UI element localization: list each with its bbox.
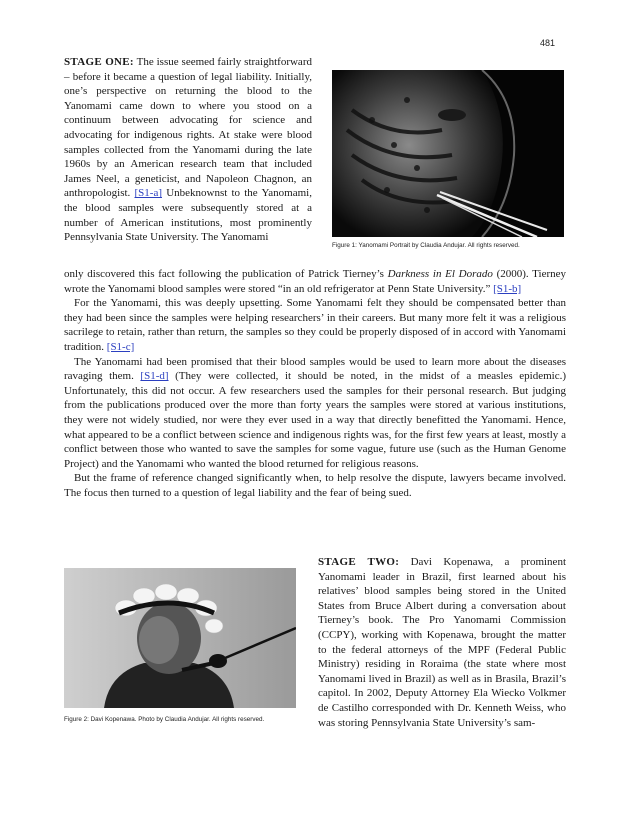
stage-two-heading: STAGE TWO: <box>318 556 400 568</box>
stage-one-body <box>64 267 566 501</box>
stage-two-section <box>318 555 566 730</box>
paragraph-promised-text-2: (They were collected, it should be noted, in the midst of a measles epidemic.) Unfortunately, this did not occur. A few researchers used the samples for their personal research. But judging from the publications produced over the more than forty years the samples were stored at various institutions, they were not widely studied, nor were they ever used in a way that directly benefitted the Yanomami. Hence, what appeared to be a conflict between science and indigenous rights was, for the first few years at least, mostly a conflict between those who wanted to save the samples for some vague, future use (such as the Human Genome Project) and the Yanomami who wanted the blood returned for religious reasons. <box>64 370 566 470</box>
stage-one-continuation <box>64 267 566 296</box>
figure-2-caption: Figure 2: Davi Kopenawa. Photo by Claudia Andujar. All rights reserved. <box>64 716 265 723</box>
figure-1-caption: Figure 1: Yanomami Portrait by Claudia Andujar. All rights reserved. <box>332 242 520 249</box>
stage-one-paragraph <box>64 55 312 245</box>
stage-one-intro-text: The issue seemed fairly straightforward – before it became a question of legal liability. Initially, one’s perspective on returning the blood to the Yanomami came down to where you stood on a continuum between advocating for science and advocating for indigenous rights. At stake were blood samples collected from the Yanomami during the late 1960s by an American research team that included James Neel, a geneticist, and Napoleon Chagnon, an anthropologist. <box>64 56 312 200</box>
citation-link-s1a[interactable]: [S1-a] <box>134 187 162 200</box>
paragraph-promised <box>64 355 566 472</box>
paragraph-promised-text-1: The Yanomami had been promised that their blood samples would be used to learn more about the diseases ravaging them. <box>64 355 566 383</box>
page-number: 481 <box>540 38 556 48</box>
stage-two-paragraph <box>318 555 566 730</box>
paragraph-upsetting-text: For the Yanomami, this was deeply upsetting. Some Yanomami felt they should be compensated better than they had been since the samples were helping researchers’ in their careers. But many more felt it was a religious sacrilege to retain, rather than return, the samples so they could be properly disposed of in accord with Yanomami tradition. <box>64 297 566 353</box>
paragraph-upsetting <box>64 296 566 354</box>
davi-kopenawa-image <box>64 568 296 708</box>
stage-two-text: Davi Kopenawa, a prominent Yanomami leader in Brazil, first learned about his relatives’ blood samples being stored in the United States from Bruce Albert during a conversation about Tierney’s book. The Pro Yanomami Commission (CCPY), working with Kopenawa, brought the matter to the federal attorneys of the MPF (Federal Public Ministry) residing in Roraima (the state where most Yanomami lived in Brazil) as well as in Brasila, Brazil’s capitol. In 2002, Deputy Attorney Ela Wiecko Volkmer de Castilho corresponded with Dr. Kenneth Weiss, who was storing Pennsylvania State University’s sam- <box>318 556 566 729</box>
figure-1-photo <box>332 70 564 237</box>
book-title: Darkness in El Dorado <box>387 268 493 280</box>
stage-one-cont-text: only discovered this fact following the publication of Patrick Tierney’s <box>64 268 388 280</box>
citation-link-s1d[interactable]: [S1-d] <box>140 370 169 383</box>
citation-link-s1b[interactable]: [S1-b] <box>493 282 522 295</box>
stage-one-cont-text-2: (2000). Tierney wrote the Yanomami blood samples were stored “in an old refrigerator at Penn State University.” <box>64 268 567 295</box>
paragraph-frame-of-reference: But the frame of reference changed significantly when, to help resolve the dispute, lawyers became involved. The focus then turned to a question of legal liability and the fear of being sued. <box>64 472 566 499</box>
yanomami-portrait-image <box>332 70 564 237</box>
citation-link-s1c[interactable]: [S1-c] <box>106 340 135 353</box>
stage-one-heading: STAGE ONE: <box>64 56 134 68</box>
stage-one-intro-text-2: Unbeknownst to the Yanomami, the blood samples were subsequently stored at a number of American institutions, most prominently Pennsylvania State University. The Yanomami <box>64 187 312 244</box>
figure-2-photo <box>64 568 296 708</box>
stage-one-intro <box>64 55 312 245</box>
